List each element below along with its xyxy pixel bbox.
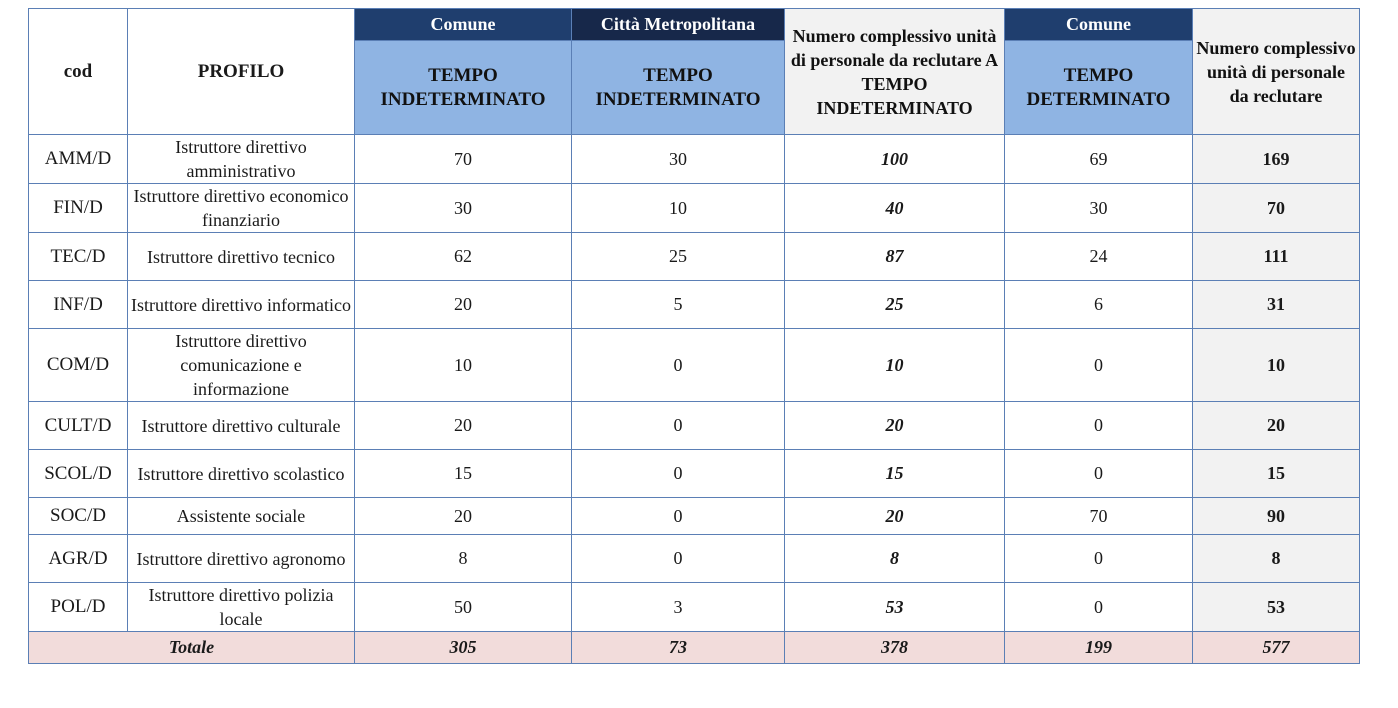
cell-profilo: Istruttore direttivo culturale (128, 402, 355, 450)
cell-cod: AGR/D (29, 535, 128, 583)
cell-profilo: Istruttore direttivo amministrativo (128, 135, 355, 184)
cell-comune-ti: 10 (355, 329, 572, 402)
table-row (29, 498, 1360, 535)
cell-comune-td: 24 (1005, 233, 1193, 281)
table-row (29, 233, 1360, 281)
cell-comune-ti: 20 (355, 281, 572, 329)
cell-comune-td: 0 (1005, 329, 1193, 402)
table-row (29, 450, 1360, 498)
cell-profilo: Istruttore direttivo informatico (128, 281, 355, 329)
cell-citta-ti: 0 (572, 498, 785, 535)
cell-citta-ti: 0 (572, 329, 785, 402)
cell-citta-ti: 0 (572, 535, 785, 583)
cell-citta-ti: 10 (572, 184, 785, 233)
cell-totale-ti: 87 (785, 233, 1005, 281)
cell-totale-ti: 100 (785, 135, 1005, 184)
totals-row (29, 632, 1360, 664)
cell-comune-ti: 8 (355, 535, 572, 583)
cell-cod: AMM/D (29, 135, 128, 184)
cell-comune-td: 0 (1005, 450, 1193, 498)
cell-cod: COM/D (29, 329, 128, 402)
cell-totale: 10 (1193, 329, 1360, 402)
cell-cod: INF/D (29, 281, 128, 329)
totals-totale-ti: 378 (785, 632, 1005, 664)
cell-citta-ti: 30 (572, 135, 785, 184)
cell-totale: 15 (1193, 450, 1360, 498)
cell-cod: POL/D (29, 583, 128, 632)
table-row (29, 535, 1360, 583)
cell-comune-td: 30 (1005, 184, 1193, 233)
table-row (29, 329, 1360, 402)
cell-profilo: Istruttore direttivo agronomo (128, 535, 355, 583)
header-numero-totale: Numero complessivo unità di personale da reclutare (1193, 9, 1360, 135)
totals-comune-ti: 305 (355, 632, 572, 664)
totals-citta-ti: 73 (572, 632, 785, 664)
cell-totale: 20 (1193, 402, 1360, 450)
cell-comune-ti: 30 (355, 184, 572, 233)
cell-totale-ti: 10 (785, 329, 1005, 402)
cell-profilo: Assistente sociale (128, 498, 355, 535)
header-comune2-group: Comune (1005, 9, 1193, 41)
table-row (29, 184, 1360, 233)
cell-profilo: Istruttore direttivo economico finanziario (128, 184, 355, 233)
header-citta-group: Città Metropolitana (572, 9, 785, 41)
cell-totale-ti: 25 (785, 281, 1005, 329)
cell-totale: 53 (1193, 583, 1360, 632)
table-row (29, 281, 1360, 329)
cell-cod: SOC/D (29, 498, 128, 535)
cell-comune-ti: 20 (355, 402, 572, 450)
header-comune-td: TEMPO DETERMINATO (1005, 41, 1193, 135)
cell-citta-ti: 5 (572, 281, 785, 329)
cell-cod: CULT/D (29, 402, 128, 450)
cell-comune-ti: 20 (355, 498, 572, 535)
cell-comune-ti: 50 (355, 583, 572, 632)
cell-cod: FIN/D (29, 184, 128, 233)
cell-comune-td: 6 (1005, 281, 1193, 329)
cell-comune-td: 0 (1005, 583, 1193, 632)
cell-totale-ti: 20 (785, 498, 1005, 535)
cell-citta-ti: 3 (572, 583, 785, 632)
table-row (29, 583, 1360, 632)
cell-totale: 31 (1193, 281, 1360, 329)
cell-comune-ti: 15 (355, 450, 572, 498)
table-row (29, 402, 1360, 450)
cell-totale: 90 (1193, 498, 1360, 535)
header-numero-ti: Numero complessivo unità di personale da reclutare A TEMPO INDETERMINATO (785, 9, 1005, 135)
cell-totale-ti: 20 (785, 402, 1005, 450)
table-row (29, 135, 1360, 184)
cell-comune-td: 0 (1005, 402, 1193, 450)
cell-profilo: Istruttore direttivo scolastico (128, 450, 355, 498)
cell-totale: 111 (1193, 233, 1360, 281)
totals-totale: 577 (1193, 632, 1360, 664)
cell-comune-ti: 70 (355, 135, 572, 184)
cell-totale: 70 (1193, 184, 1360, 233)
cell-citta-ti: 0 (572, 402, 785, 450)
header-profilo: PROFILO (128, 9, 355, 135)
header-cod: cod (29, 9, 128, 135)
cell-comune-td: 0 (1005, 535, 1193, 583)
cell-profilo: Istruttore direttivo tecnico (128, 233, 355, 281)
header-citta-ti: TEMPO INDETERMINATO (572, 41, 785, 135)
cell-profilo: Istruttore direttivo comunicazione e informazione (128, 329, 355, 402)
cell-cod: TEC/D (29, 233, 128, 281)
cell-comune-td: 69 (1005, 135, 1193, 184)
cell-totale-ti: 40 (785, 184, 1005, 233)
cell-citta-ti: 25 (572, 233, 785, 281)
cell-totale: 169 (1193, 135, 1360, 184)
cell-comune-ti: 62 (355, 233, 572, 281)
header-comune-ti: TEMPO INDETERMINATO (355, 41, 572, 135)
cell-totale-ti: 8 (785, 535, 1005, 583)
cell-profilo: Istruttore direttivo polizia locale (128, 583, 355, 632)
cell-cod: SCOL/D (29, 450, 128, 498)
cell-citta-ti: 0 (572, 450, 785, 498)
totals-comune-td: 199 (1005, 632, 1193, 664)
cell-totale-ti: 15 (785, 450, 1005, 498)
cell-totale: 8 (1193, 535, 1360, 583)
cell-comune-td: 70 (1005, 498, 1193, 535)
recruitment-table (28, 8, 1360, 664)
totals-label: Totale (29, 632, 355, 664)
cell-totale-ti: 53 (785, 583, 1005, 632)
header-comune-group: Comune (355, 9, 572, 41)
